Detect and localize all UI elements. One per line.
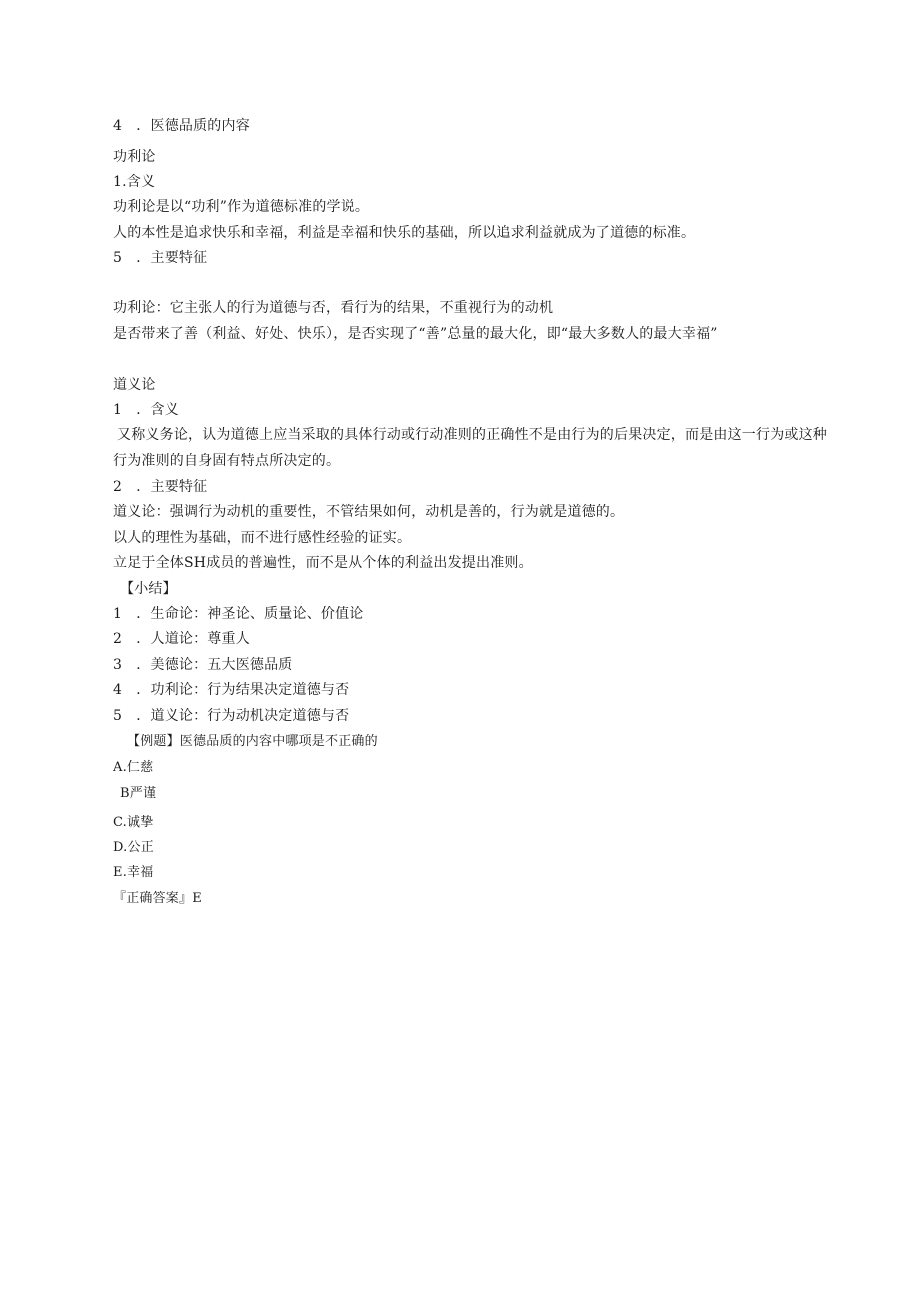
paragraph-utilitarianism-definition: 功利论是以“功利”作为道德标准的学说。	[113, 199, 370, 215]
option-d: D.公正	[113, 840, 154, 855]
paragraph-utilitarianism-feature: 功利论：它主张人的行为道德与否，看行为的结果，不重视行为的动机	[113, 300, 554, 316]
subheading-main-features-2: 2 ．主要特征	[113, 479, 208, 495]
paragraph-universality: 立足于全体SH成员的普遍性，而不是从个体的利益出发提出准则。	[113, 555, 533, 571]
section-title-utilitarianism: 功利论	[113, 149, 156, 165]
subheading-meaning: 1.含义	[113, 174, 156, 190]
option-c: C.诚挚	[113, 815, 154, 830]
option-e: E.幸福	[113, 865, 154, 880]
paragraph-rationality: 以人的理性为基础，而不进行感性经验的证实。	[113, 530, 412, 546]
option-a: A.仁慈	[113, 760, 154, 775]
paragraph-human-nature: 人的本性是追求快乐和幸福，利益是幸福和快乐的基础，所以追求利益就成为了道德的标准。	[113, 225, 696, 241]
correct-answer: 『正确答案』E	[113, 891, 202, 906]
summary-item-5: 5 ．道义论：行为动机决定道德与否	[113, 708, 350, 724]
paragraph-deontology-feature: 道义论：强调行为动机的重要性，不管结果如何，动机是善的，行为就是道德的。	[113, 504, 625, 520]
example-question: 【例题】医德品质的内容中哪项是不正确的	[127, 734, 378, 749]
option-b: B严谨	[120, 786, 157, 801]
paragraph-deontology-definition: 又称义务论，认为道德上应当采取的具体行动或行动准则的正确性不是由行为的后果决定，而是由这一行为或这种行为准则的自身固有特点所决定的。	[113, 427, 827, 469]
paragraph-greatest-happiness: 是否带来了善（利益、好处、快乐），是否实现了“善”总量的最大化，即“最大多数人的最大幸福”	[113, 326, 718, 342]
summary-item-2: 2 ．人道论：尊重人	[113, 631, 250, 647]
subheading-meaning-2: 1 ．含义	[113, 402, 179, 418]
summary-heading: 【小结】	[120, 581, 177, 597]
heading-medical-virtue-content: 4 ．医德品质的内容	[113, 118, 250, 134]
section-title-deontology: 道义论	[113, 377, 156, 393]
summary-item-4: 4 ．功利论：行为结果决定道德与否	[113, 682, 350, 698]
subheading-main-features: 5 ．主要特征	[113, 250, 208, 266]
summary-item-1: 1 ．生命论：神圣论、质量论、价值论	[113, 606, 364, 622]
summary-item-3: 3 ．美德论：五大医德品质	[113, 657, 293, 673]
